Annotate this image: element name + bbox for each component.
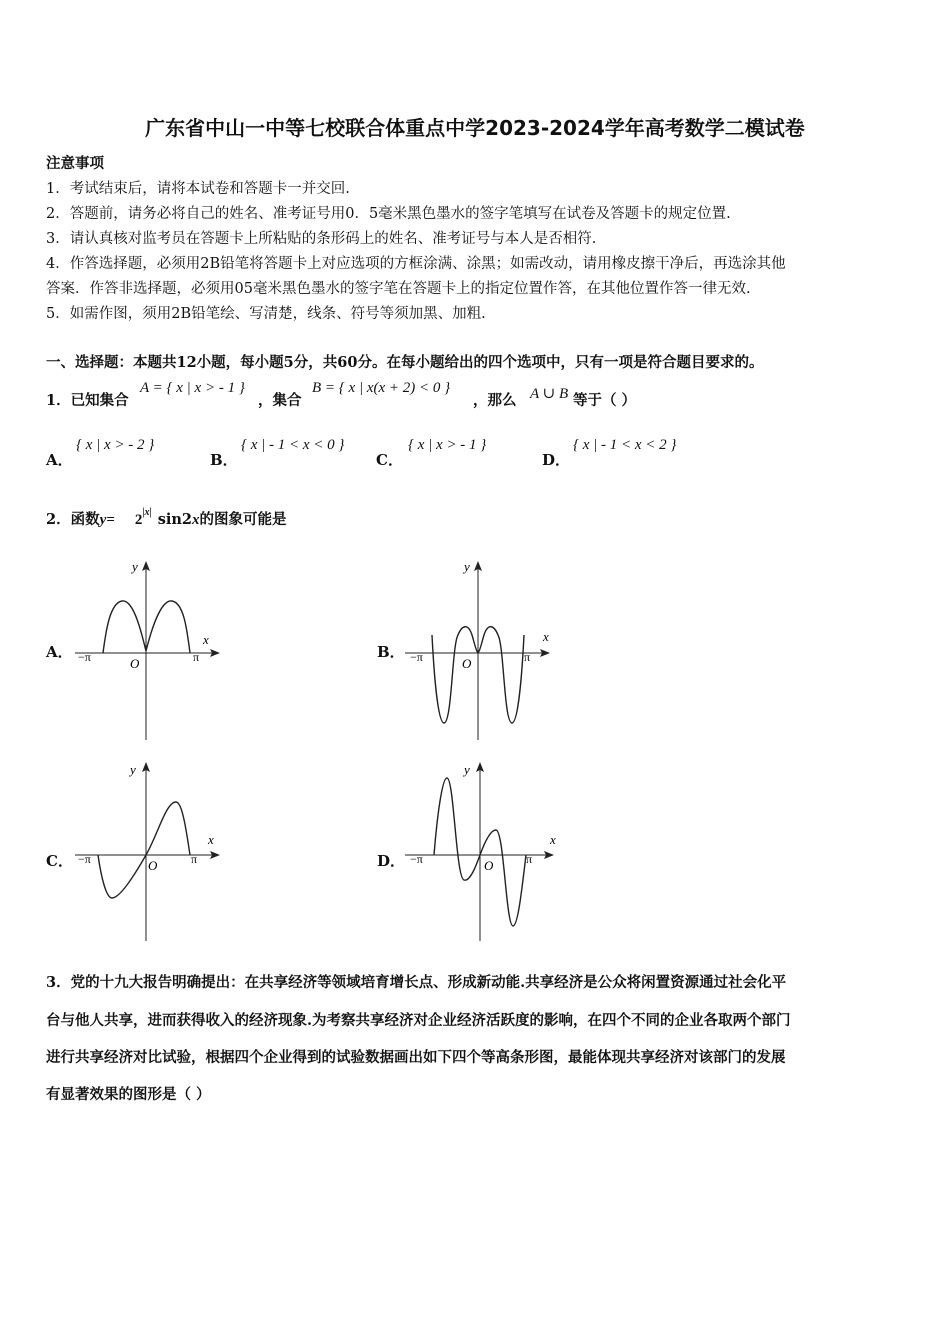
graph-a-y-label: y — [132, 559, 138, 574]
q2-option-d-label[interactable]: D． — [377, 852, 406, 870]
graph-a-neg-pi: −π — [78, 650, 91, 664]
notice-heading: 注意事项 — [46, 155, 104, 172]
notice-item-4: 4．作答选择题，必须用2B铅笔将答题卡上对应选项的方框涂满、涂黑；如需改动，请用橡皮擦干净后，再选涂其他 — [46, 256, 786, 272]
graph-d-y-label: y — [464, 762, 470, 777]
notice-item-2: 2．答题前，请务必将自己的姓名、准考证号用0．5毫米黑色墨水的签字笔填写在试卷及答题卡的规定位置. — [46, 206, 731, 222]
graph-b-pos-pi: π — [524, 650, 531, 664]
q2-func: sin2 — [157, 511, 193, 528]
q1-tail1: ，那么 — [473, 392, 517, 409]
q1-number: 1．已知集合 — [46, 392, 129, 409]
graph-b-neg-pi: −π — [410, 650, 423, 664]
page-title: 广东省中山一中等七校联合体重点中学2023-2024学年高考数学二模试卷 — [145, 116, 805, 140]
graph-c-pos-pi: π — [191, 852, 198, 866]
graph-c-y-label: y — [130, 762, 136, 777]
notice-item-5: 5．如需作图，须用2B铅笔绘、写清楚，线条、符号等须加黑、加粗. — [46, 306, 486, 322]
graph-b-x-label: x — [543, 629, 549, 644]
section-heading: 一、选择题：本题共12小题，每小题5分，共60分。在每小题给出的四个选项中，只有一项是符合题目要求的。 — [46, 354, 764, 371]
graph-c-x-label: x — [208, 832, 214, 847]
q2-exp: |x| — [142, 507, 152, 518]
q1-option-b-value: { x | - 1 < x < 0 } — [241, 437, 345, 453]
q3-line-3: 进行共享经济对比试验，根据四个企业得到的试验数据画出如下四个等高条形图，最能体现共享经济对该部门的发展 — [46, 1049, 786, 1066]
q1-set-b: B = { x | x(x + 2) < 0 } — [312, 380, 451, 396]
q3-line-4: 有显著效果的图形是（ ） — [46, 1086, 211, 1103]
graph-a-x-label: x — [203, 632, 209, 647]
q2-tail: 的图象可能是 — [199, 511, 287, 528]
q2-var: x — [192, 512, 200, 528]
q1-mid: ，集合 — [258, 392, 302, 409]
graph-a-origin: O — [130, 656, 140, 671]
q2-option-c-label[interactable]: C． — [46, 852, 73, 870]
graph-d-pos-pi: π — [526, 852, 533, 866]
notice-item-4-cont: 答案．作答非选择题，必须用05毫米黑色墨水的签字笔在答题卡上的指定位置作答，在其他位置作答一律无效. — [46, 281, 751, 297]
q1-option-a-value: { x | x > - 2 } — [76, 437, 155, 453]
q1-option-d-label[interactable]: D． — [542, 451, 571, 469]
graph-d-x-label: x — [550, 832, 556, 847]
q3-line-1: 3．党的十九大报告明确提出：在共享经济等领域培育增长点、形成新动能.共享经济是公众将闲置资源通过社会化平 — [46, 974, 787, 991]
q3-line-2: 台与他人共享，进而获得收入的经济现象.为考察共享经济对企业经济活跃度的影响，在四个不同的企业各取两个部门 — [46, 1012, 791, 1029]
q1-expr: A ∪ B — [530, 386, 569, 402]
graph-b[interactable] — [400, 555, 560, 745]
graph-d[interactable] — [400, 758, 565, 948]
graph-b-y-label: y — [464, 559, 470, 574]
q1-option-a-label[interactable]: A． — [46, 451, 73, 469]
q2-option-a-label[interactable]: A． — [46, 643, 73, 661]
notice-item-1: 1．考试结束后，请将本试卷和答题卡一并交回. — [46, 181, 350, 197]
graph-c-neg-pi: −π — [78, 852, 91, 866]
graph-d-origin: O — [484, 858, 494, 873]
q2-question — [46, 508, 287, 529]
q1-tail2: 等于（ ） — [573, 392, 637, 409]
graph-d-neg-pi: −π — [410, 852, 423, 866]
q1-option-d-value: { x | - 1 < x < 2 } — [573, 437, 677, 453]
q2-option-b-label[interactable]: B． — [377, 643, 405, 661]
q1-option-c-label[interactable]: C． — [376, 451, 403, 469]
q2-base: 2 — [134, 512, 143, 528]
graph-a[interactable] — [70, 555, 230, 745]
graph-a-pos-pi: π — [193, 650, 200, 664]
q1-option-c-value: { x | x > - 1 } — [408, 437, 487, 453]
q2-number: 2．函数 — [46, 511, 100, 528]
q1-option-b-label[interactable]: B． — [210, 451, 238, 469]
notice-item-3: 3．请认真核对监考员在答题卡上所粘贴的条形码上的姓名、准考证号与本人是否相符. — [46, 231, 597, 247]
graph-b-origin: O — [462, 656, 472, 671]
q2-y: y= — [99, 512, 115, 528]
graph-c-origin: O — [148, 858, 158, 873]
graph-c[interactable] — [70, 758, 230, 948]
q1-set-a: A = { x | x > - 1 } — [140, 380, 245, 396]
